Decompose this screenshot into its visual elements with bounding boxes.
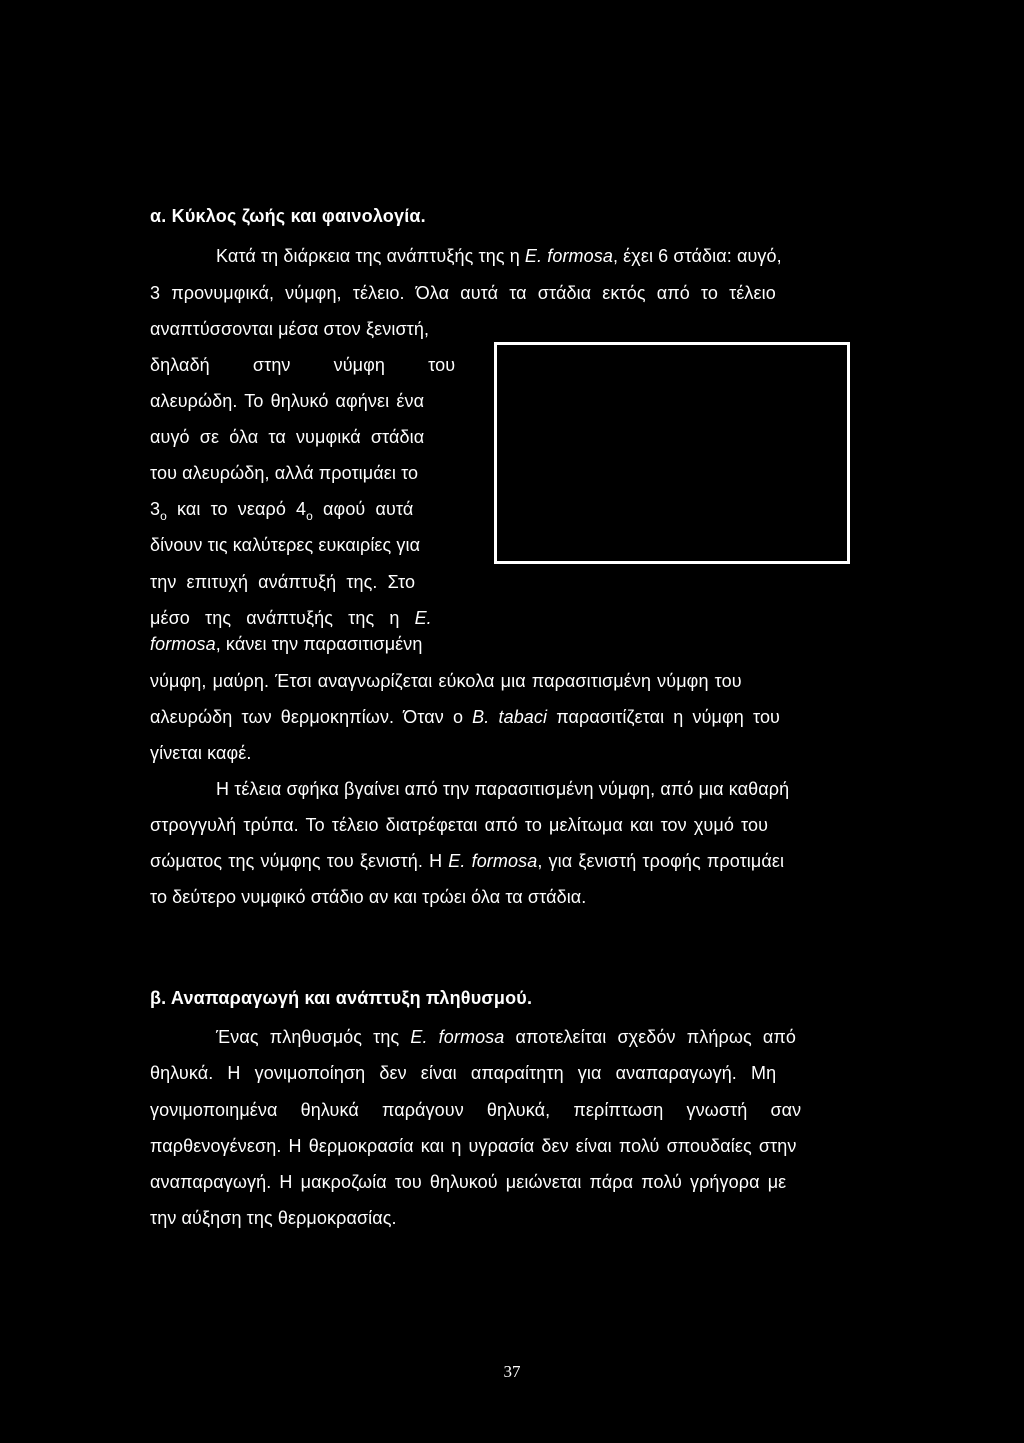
species-name: formosa <box>150 634 216 654</box>
text-run: Κατά τη διάρκεια της ανάπτυξής της η <box>216 246 525 266</box>
subscript: ο <box>306 509 313 523</box>
paragraph-line: γονιμοποιημένα θηλυκά παράγουν θηλυκά, περίπτωση γνωστή σαν <box>150 1100 802 1120</box>
text-run: Ένας πληθυσμός της <box>216 1027 411 1047</box>
paragraph-line: αυγό σε όλα τα νυμφικά στάδια <box>150 427 425 447</box>
text-run: μέσο της ανάπτυξής της η <box>150 608 415 628</box>
species-name: E. formosa <box>410 1027 505 1047</box>
text-run: και το νεαρό 4 <box>166 499 307 519</box>
paragraph-line: Η τέλεια σφήκα βγαίνει από την παρασιτισμένη νύμφη, από μια καθαρή <box>216 779 790 799</box>
paragraph-line: θηλυκά. Η γονιμοποίηση δεν είναι απαραίτητη για αναπαραγωγή. Μη <box>150 1063 777 1083</box>
text-run: αφού αυτά <box>312 499 414 519</box>
paragraph-line: αναπτύσσονται μέσα στον ξενιστή, <box>150 319 430 339</box>
paragraph-line: το δεύτερο νυμφικό στάδιο αν και τρώει όλα τα στάδια. <box>150 887 587 907</box>
paragraph-line: δηλαδή στην νύμφη του <box>150 355 456 375</box>
paragraph-line <box>150 850 784 872</box>
paragraph-line: δίνουν τις καλύτερες ευκαιρίες για <box>150 535 421 555</box>
paragraph-line: την επιτυχή ανάπτυξή της. Στο <box>150 572 416 592</box>
paragraph-line <box>150 706 780 728</box>
paragraph-line <box>150 607 432 629</box>
species-name: E. formosa <box>448 851 538 871</box>
page-number: 37 <box>503 1362 521 1381</box>
subscript: ο <box>160 509 167 523</box>
paragraph-line: αλευρώδη. Το θηλυκό αφήνει ένα <box>150 391 425 411</box>
text-run: , κάνει την παρασιτισμένη <box>215 634 423 654</box>
paragraph-line: στρογγυλή τρύπα. Το τέλειο διατρέφεται από το μελίτωμα και τον χυμό του <box>150 815 769 835</box>
paragraph-line <box>150 633 423 655</box>
text-run: 3 <box>150 499 161 519</box>
text-run: αποτελείται σχεδόν πλήρως από <box>504 1027 796 1047</box>
paragraph-line: αναπαραγωγή. Η μακροζωία του θηλυκού μειώνεται πάρα πολύ γρήγορα με <box>150 1172 787 1192</box>
paragraph-line: την αύξηση της θερμοκρασίας. <box>150 1208 397 1228</box>
paragraph-line: 3 προνυμφικά, νύμφη, τέλειο. Όλα αυτά τα στάδια εκτός από το τέλειο <box>150 283 776 303</box>
paragraph-line: γίνεται καφέ. <box>150 743 252 763</box>
section-b-heading: β. Αναπαραγωγή και ανάπτυξη πληθυσμού. <box>150 988 533 1008</box>
paragraph-line: νύμφη, μαύρη. Έτσι αναγνωρίζεται εύκολα μια παρασιτισμένη νύμφη του <box>150 671 742 691</box>
paragraph-line <box>216 245 782 267</box>
text-run: αλευρώδη των θερμοκηπίων. Όταν ο <box>150 707 473 727</box>
species-name: E. formosa <box>524 246 613 266</box>
text-run: , για ξενιστή τροφής προτιμάει <box>537 851 785 871</box>
section-a-heading: α. Κύκλος ζωής και φαινολογία. <box>150 206 426 226</box>
species-name: E. <box>414 608 432 628</box>
figure-frame <box>494 342 850 564</box>
paragraph-line: του αλευρώδη, αλλά προτιμάει το <box>150 463 419 483</box>
paragraph-line <box>150 498 413 522</box>
paragraph-line <box>216 1026 796 1048</box>
paragraph-line: παρθενογένεση. Η θερμοκρασία και η υγρασία δεν είναι πολύ σπουδαίες στην <box>150 1136 797 1156</box>
species-name: B. tabaci <box>472 707 548 727</box>
text-run: , έχει 6 στάδια: αυγό, <box>612 246 782 266</box>
text-run: παρασιτίζεται η νύμφη του <box>547 707 781 727</box>
text-run: σώματος της νύμφης του ξενιστή. Η <box>150 851 449 871</box>
